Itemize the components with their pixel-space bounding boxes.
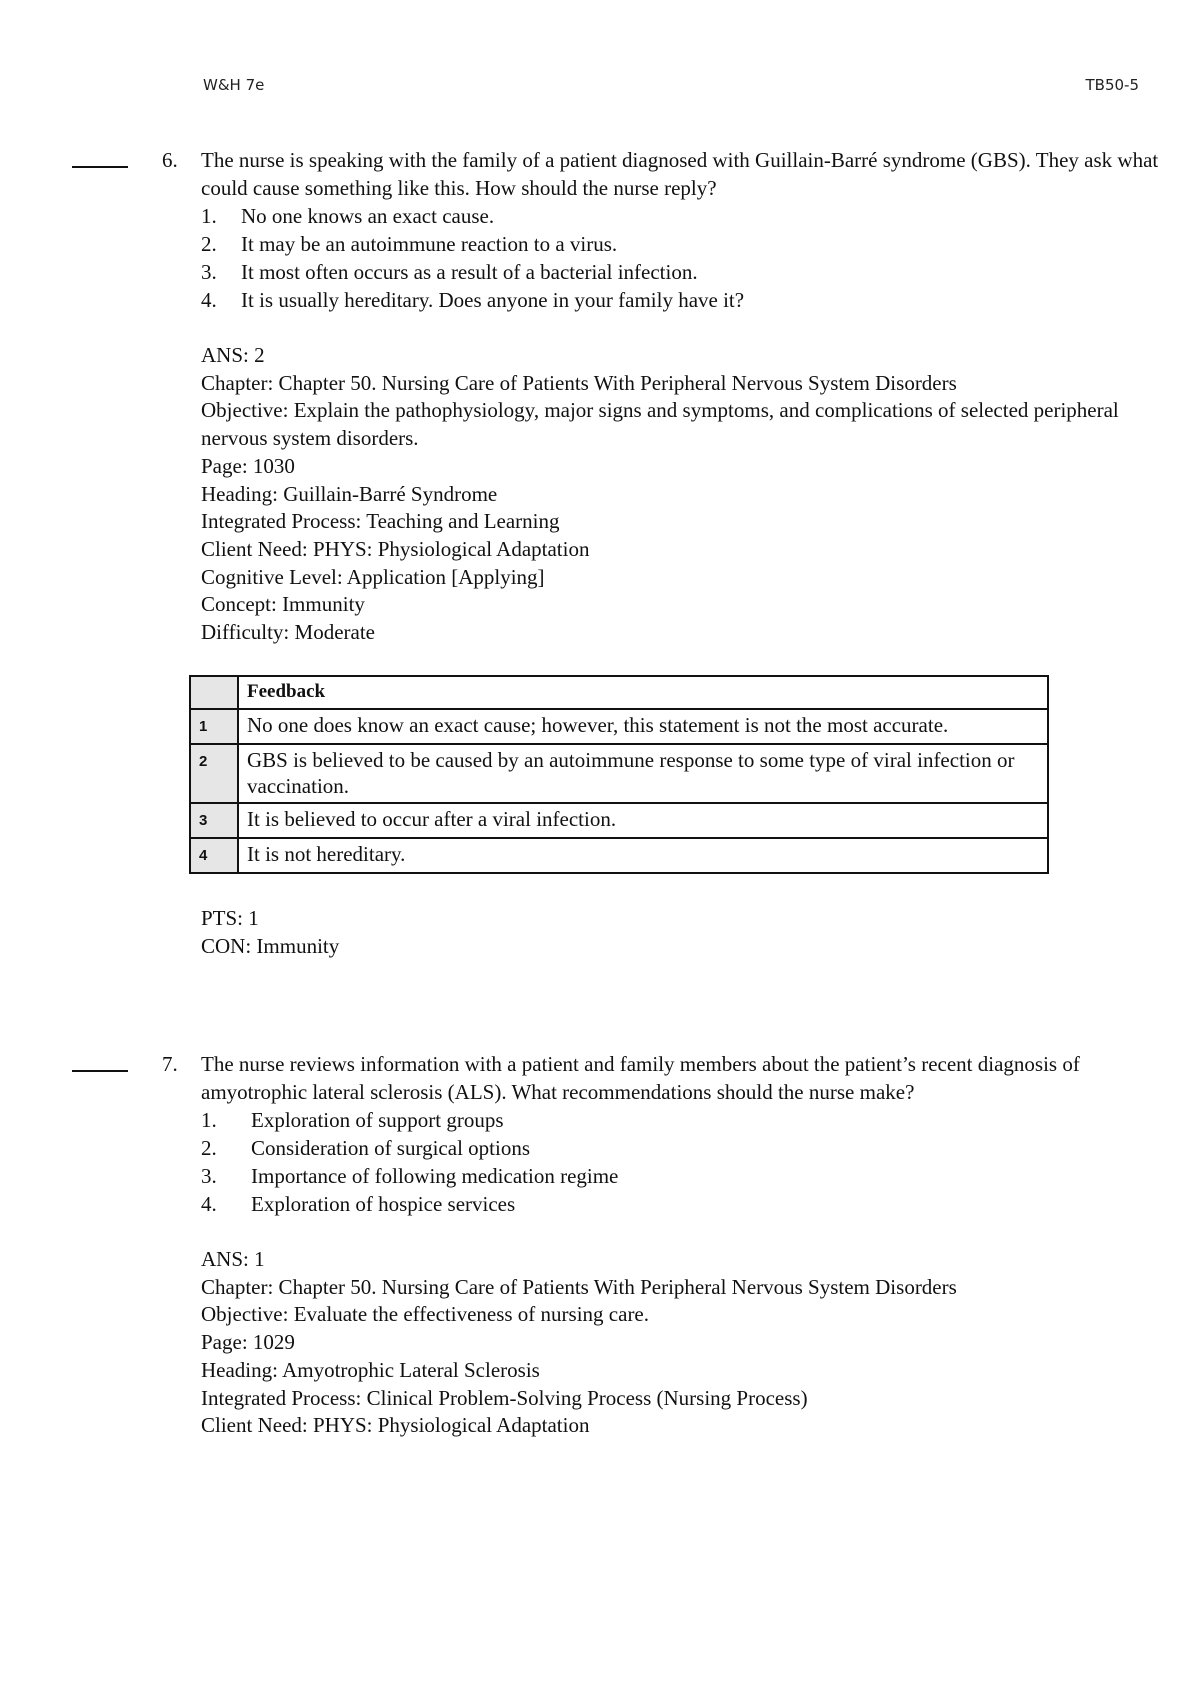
concept: Concept: Immunity [201,592,365,617]
feedback-header-blank [190,676,238,709]
difficulty: Difficulty: Moderate [201,620,375,645]
answer-option [201,286,1171,314]
answer-blank[interactable] [72,1070,128,1072]
option-number: 4. [201,288,217,312]
answer-key: ANS: 2 [201,343,265,367]
option-number: 2. [201,232,217,256]
page-ref: Page: 1030 [201,453,295,478]
client-need: Client Need: PHYS: Physiological Adaptation [201,1413,590,1438]
feedback-text: It is believed to occur after a viral infection. [238,803,1048,838]
heading: Heading: Amyotrophic Lateral Sclerosis [201,1357,540,1382]
option-number: 4. [201,1192,217,1216]
running-header-right: TB50-5 [1085,76,1139,94]
answer-option [201,1190,1171,1218]
question-metadata [201,1246,1171,1440]
heading: Heading: Guillain-Barré Syndrome [201,481,498,506]
table-row [190,803,1048,838]
option-text: Exploration of support groups [251,1108,504,1132]
feedback-header-row [190,676,1048,709]
chapter: Chapter: Chapter 50. Nursing Care of Patients With Peripheral Nervous System Disorders [201,370,957,395]
answer-options [201,1106,1171,1218]
question-stem: The nurse reviews information with a patient and family members about the patient’s recent diagnosis of amyotrophic lateral sclerosis (ALS). What recommendations should the nurse make? [201,1052,1080,1104]
cognitive-level: Cognitive Level: Application [Applying] [201,564,545,589]
feedback-number: 2 [190,744,238,803]
answer-option [201,1162,1171,1190]
answer-option [201,1134,1171,1162]
points-block [201,904,1171,960]
feedback-number: 3 [190,803,238,838]
integrated-process: Integrated Process: Teaching and Learning [201,509,560,534]
concept-short: CON: Immunity [201,933,340,958]
option-text: It is usually hereditary. Does anyone in your family have it? [241,288,745,312]
table-row [190,709,1048,744]
question-number: 7. [162,1052,178,1076]
answer-options [201,202,1171,314]
option-text: It most often occurs as a result of a bacterial infection. [241,260,698,284]
option-text: It may be an autoimmune reaction to a virus. [241,232,618,256]
feedback-text: No one does know an exact cause; however, this statement is not the most accurate. [238,709,1048,744]
question-stem: The nurse is speaking with the family of a patient diagnosed with Guillain-Barré syndrome (GBS). They ask what could cause something like this. How should the nurse reply? [201,148,1159,200]
answer-option [201,230,1171,258]
objective: Objective: Explain the pathophysiology, major signs and symptoms, and complications of selected peripheral nervous system disorders. [201,398,1119,451]
answer-option [201,202,1171,230]
option-number: 1. [201,1108,217,1132]
feedback-text: It is not hereditary. [238,838,1048,873]
integrated-process: Integrated Process: Clinical Problem-Solving Process (Nursing Process) [201,1385,808,1410]
objective: Objective: Evaluate the effectiveness of nursing care. [201,1302,650,1327]
option-text: Importance of following medication regime [251,1164,619,1188]
table-row [190,838,1048,873]
answer-option [201,1106,1171,1134]
feedback-header: Feedback [238,676,1048,709]
chapter: Chapter: Chapter 50. Nursing Care of Patients With Peripheral Nervous System Disorders [201,1274,957,1299]
feedback-number: 4 [190,838,238,873]
option-number: 3. [201,260,217,284]
feedback-text: GBS is believed to be caused by an autoimmune response to some type of viral infection or vaccination. [238,744,1048,803]
option-text: Exploration of hospice services [251,1192,516,1216]
points: PTS: 1 [201,905,259,930]
option-number: 2. [201,1136,217,1160]
answer-option [201,258,1171,286]
option-number: 1. [201,204,217,228]
feedback-table [189,675,1049,874]
question-number: 6. [162,148,178,172]
feedback-number: 1 [190,709,238,744]
page-ref: Page: 1029 [201,1330,295,1355]
client-need: Client Need: PHYS: Physiological Adaptation [201,536,590,561]
option-number: 3. [201,1164,217,1188]
option-text: No one knows an exact cause. [241,204,495,228]
question-content [201,146,1171,960]
question-content [201,1050,1171,1440]
answer-blank[interactable] [72,166,128,168]
table-row [190,744,1048,803]
running-header-left: W&H 7e [203,76,265,94]
answer-key: ANS: 1 [201,1247,265,1271]
option-text: Consideration of surgical options [251,1136,530,1160]
question-metadata [201,342,1171,647]
